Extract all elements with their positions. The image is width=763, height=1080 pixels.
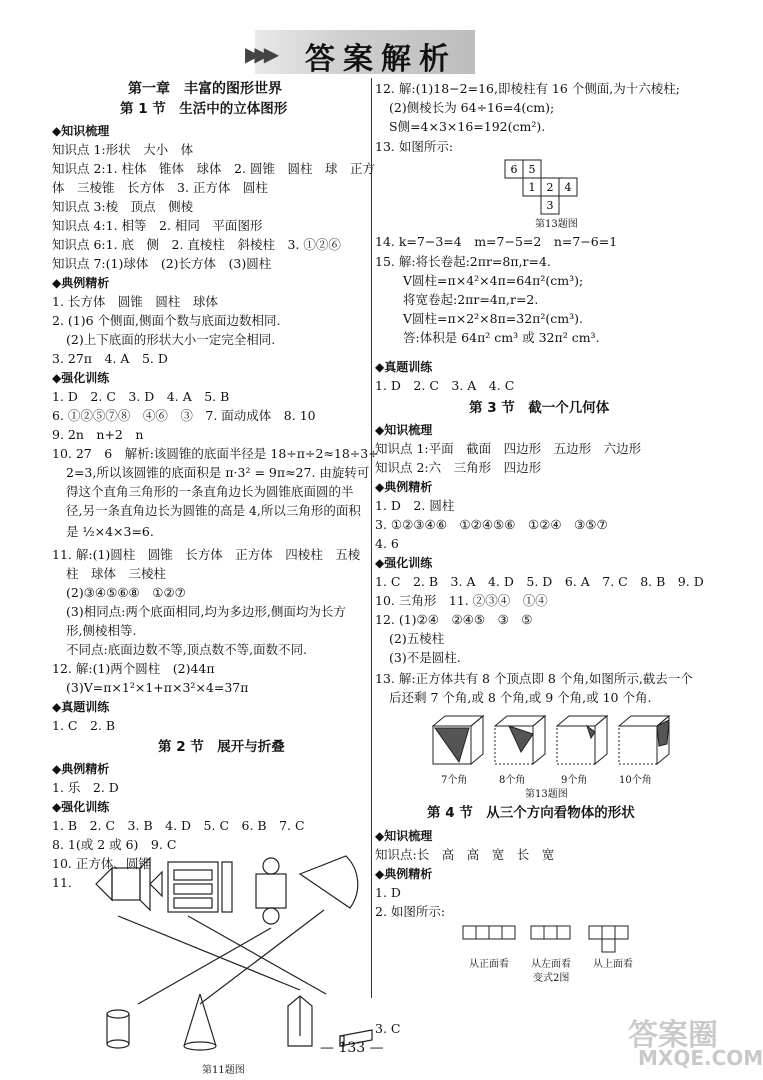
view-label: 从正面看: [469, 959, 509, 970]
grid-cell: 3: [546, 199, 554, 212]
grid-cell: 2: [546, 181, 554, 194]
text-line: 径,另一条直角边长为圆锥的高是 4,所以三角形的面积: [66, 503, 361, 518]
text-line: 知识点:长 高 高 宽 长 宽: [375, 847, 555, 862]
text-line: (3)V=π×1²×1+π×3²×4=37π: [66, 680, 249, 695]
view-label: 从上面看: [593, 959, 633, 970]
text-line: 2. (1)6 个侧面,侧面个数与底面边数相同.: [52, 313, 281, 328]
section-title: 第 1 节 生活中的立体图形: [120, 101, 288, 117]
chapter-title: 第一章 丰富的图形世界: [128, 81, 282, 97]
cube-label: 7个角: [441, 775, 468, 786]
text-line: 11.: [52, 875, 72, 890]
text-line: 1. D 2. C 3. D 4. A 5. B: [52, 389, 230, 404]
section-label: ◆强化训练: [52, 371, 110, 385]
text-line: V圆柱=π×4²×4π=64π²(cm³);: [403, 273, 584, 288]
text-line: 1. 长方体 圆锥 圆柱 球体: [52, 294, 218, 309]
section-label: ◆真题训练: [375, 360, 433, 374]
text-line: 4. 6: [375, 536, 399, 551]
text-line: 体 三棱锥 长方体 3. 正方体 圆柱: [52, 180, 268, 195]
text-line: 知识点 7:(1)球体 (2)长方体 (3)圆柱: [52, 256, 272, 271]
text-line: 1. C 2. B: [52, 718, 116, 733]
text-line: S侧=4×3×16=192(cm²).: [389, 119, 546, 134]
text-line: 将宽卷起:2πr=4π,r=2.: [403, 292, 539, 307]
text-line: 得这个直角三角形的一条直角边长为圆锥底面圆的半: [66, 484, 354, 499]
text-line: 知识点 4:1. 相等 2. 相同 平面图形: [52, 218, 263, 233]
text-line: (2)③④⑤⑥⑧ ①②⑦: [66, 585, 186, 600]
figure-caption: 第13题图: [525, 789, 568, 800]
section-label: ◆典例精析: [375, 480, 433, 494]
text-line: 2=3,所以该圆锥的底面积是 π·3² = 9π≈27. 由旋转可: [66, 465, 370, 480]
text-line: V圆柱=π×2²×8π=32π²(cm³).: [403, 311, 583, 326]
figure-caption: 第11题图: [202, 1065, 245, 1076]
text-line: 知识点 6:1. 底 侧 2. 直棱柱 斜棱柱 3. ①②⑥: [52, 237, 341, 252]
section-label: ◆典例精析: [375, 867, 433, 881]
figure-11-diagram: [88, 854, 378, 1054]
net-grid-figure: [505, 160, 595, 216]
cube-label: 10个角: [619, 775, 652, 786]
text-line: 是 ½×4×3=6.: [66, 524, 154, 539]
grid-cell: 1: [528, 181, 536, 194]
watermark: 答案圈: [628, 1018, 718, 1053]
cube-label: 9个角: [561, 775, 588, 786]
text-line: 知识点 1:平面 截面 四边形 五边形 六边形: [375, 441, 642, 456]
section-label: ◆典例精析: [52, 276, 110, 290]
text-line: 3. ①②③④⑥ ①②④⑤⑥ ①②④ ③⑤⑦: [375, 517, 608, 532]
text-line: 6. ①②⑤⑦⑧ ④⑥ ③ 7. 面动成体 8. 10: [52, 408, 316, 423]
text-line: 14. k=7−3=4 m=7−5=2 n=7−6=1: [375, 234, 618, 249]
grid-cell: 6: [510, 163, 518, 176]
text-line: 1. 乐 2. D: [52, 780, 119, 795]
section-label: ◆知识梳理: [375, 423, 433, 437]
section-label: ◆强化训练: [52, 800, 110, 814]
text-line: 1. C 2. B 3. A 4. D 5. D 6. A 7. C 8. B 9. D: [375, 574, 704, 589]
text-line: 8. 1(或 2 或 6) 9. C: [52, 837, 177, 852]
text-line: 13. 解:正方体共有 8 个顶点即 8 个角,如图所示,截去一个: [375, 671, 693, 686]
text-line: 3. C: [375, 1021, 401, 1036]
cube-label: 8个角: [499, 775, 526, 786]
text-line: 13. 如图所示:: [375, 139, 454, 154]
text-line: 1. B 2. C 3. B 4. D 5. C 6. B 7. C: [52, 818, 305, 833]
page-title: 答案解析: [305, 42, 457, 77]
text-line: 10. 27 6 解析:该圆锥的底面半径是 18÷π÷2≈18÷3÷: [52, 446, 379, 461]
text-line: 形,侧棱相等.: [66, 623, 137, 638]
text-line: 1. D 2. 圆柱: [375, 498, 455, 513]
section-title: 第 2 节 展开与折叠: [158, 739, 285, 755]
header-banner: [245, 30, 475, 77]
section-label: ◆真题训练: [52, 700, 110, 714]
section-label: ◆强化训练: [375, 556, 433, 570]
text-line: 柱 球体 三棱柱: [66, 566, 167, 581]
figure-caption: 第13题图: [535, 219, 578, 230]
text-line: 答:体积是 64π² cm³ 或 32π² cm³.: [403, 330, 600, 345]
text-line: (2)侧棱长为 64÷16=4(cm);: [389, 100, 555, 115]
text-line: 10. 三角形 11. ②③④ ①④: [375, 593, 548, 608]
text-line: 12. 解:(1)两个圆柱 (2)44π: [52, 661, 215, 676]
cube-cut-figures: [433, 714, 673, 772]
text-line: 知识点 2:六 三角形 四边形: [375, 460, 542, 475]
text-line: 后还剩 7 个角,或 8 个角,或 9 个角,或 10 个角.: [389, 690, 652, 705]
text-line: 2. 如图所示:: [375, 904, 446, 919]
figure-caption: 变式2图: [533, 973, 570, 984]
page-number: — 133 —: [320, 1040, 384, 1056]
text-line: 1. D 2. C 3. A 4. C: [375, 378, 515, 393]
text-line: 1. D: [375, 885, 401, 900]
text-line: 知识点 1:形状 大小 体: [52, 142, 194, 157]
grid-cell: 4: [564, 181, 572, 194]
text-line: 11. 解:(1)圆柱 圆锥 长方体 正方体 四棱柱 五棱: [52, 547, 361, 562]
section-label: ◆典例精析: [52, 762, 110, 776]
text-line: (3)相同点:两个底面相同,均为多边形,侧面均为长方: [66, 604, 346, 619]
text-line: 不同点:底面边数不等,顶点数不等,面数不同.: [66, 642, 308, 657]
text-line: 3. 27π 4. A 5. D: [52, 351, 168, 366]
section-title: 第 4 节 从三个方向看物体的形状: [427, 805, 635, 821]
text-line: (2)上下底面的形状大小一定完全相同.: [66, 332, 276, 347]
text-line: 知识点 2:1. 柱体 锥体 球体 2. 圆锥 圆柱 球 正方: [52, 161, 375, 176]
text-line: 12. (1)②④ ②④⑤ ③ ⑤: [375, 612, 533, 627]
text-line: (2)五棱柱: [389, 631, 445, 646]
arrow-icon: ▶▶▶: [245, 42, 274, 66]
watermark-url: MXQE.COM: [638, 1046, 763, 1070]
grid-cell: 5: [528, 163, 536, 176]
view-label: 从左面看: [531, 959, 571, 970]
text-line: 10. 正方体、圆锥: [52, 856, 151, 871]
section-label: ◆知识梳理: [52, 124, 110, 138]
text-line: 15. 解:将长卷起:2πr=8π,r=4.: [375, 254, 551, 269]
text-line: 9. 2n n+2 n: [52, 427, 144, 442]
section-label: ◆知识梳理: [375, 829, 433, 843]
text-line: 知识点 3:棱 顶点 侧棱: [52, 199, 194, 214]
section-title: 第 3 节 截一个几何体: [469, 400, 610, 416]
three-views-figure: [463, 922, 643, 958]
text-line: (3)不是圆柱.: [389, 650, 461, 665]
text-line: 12. 解:(1)18−2=16,即棱柱有 16 个侧面,为十六棱柱;: [375, 81, 680, 96]
